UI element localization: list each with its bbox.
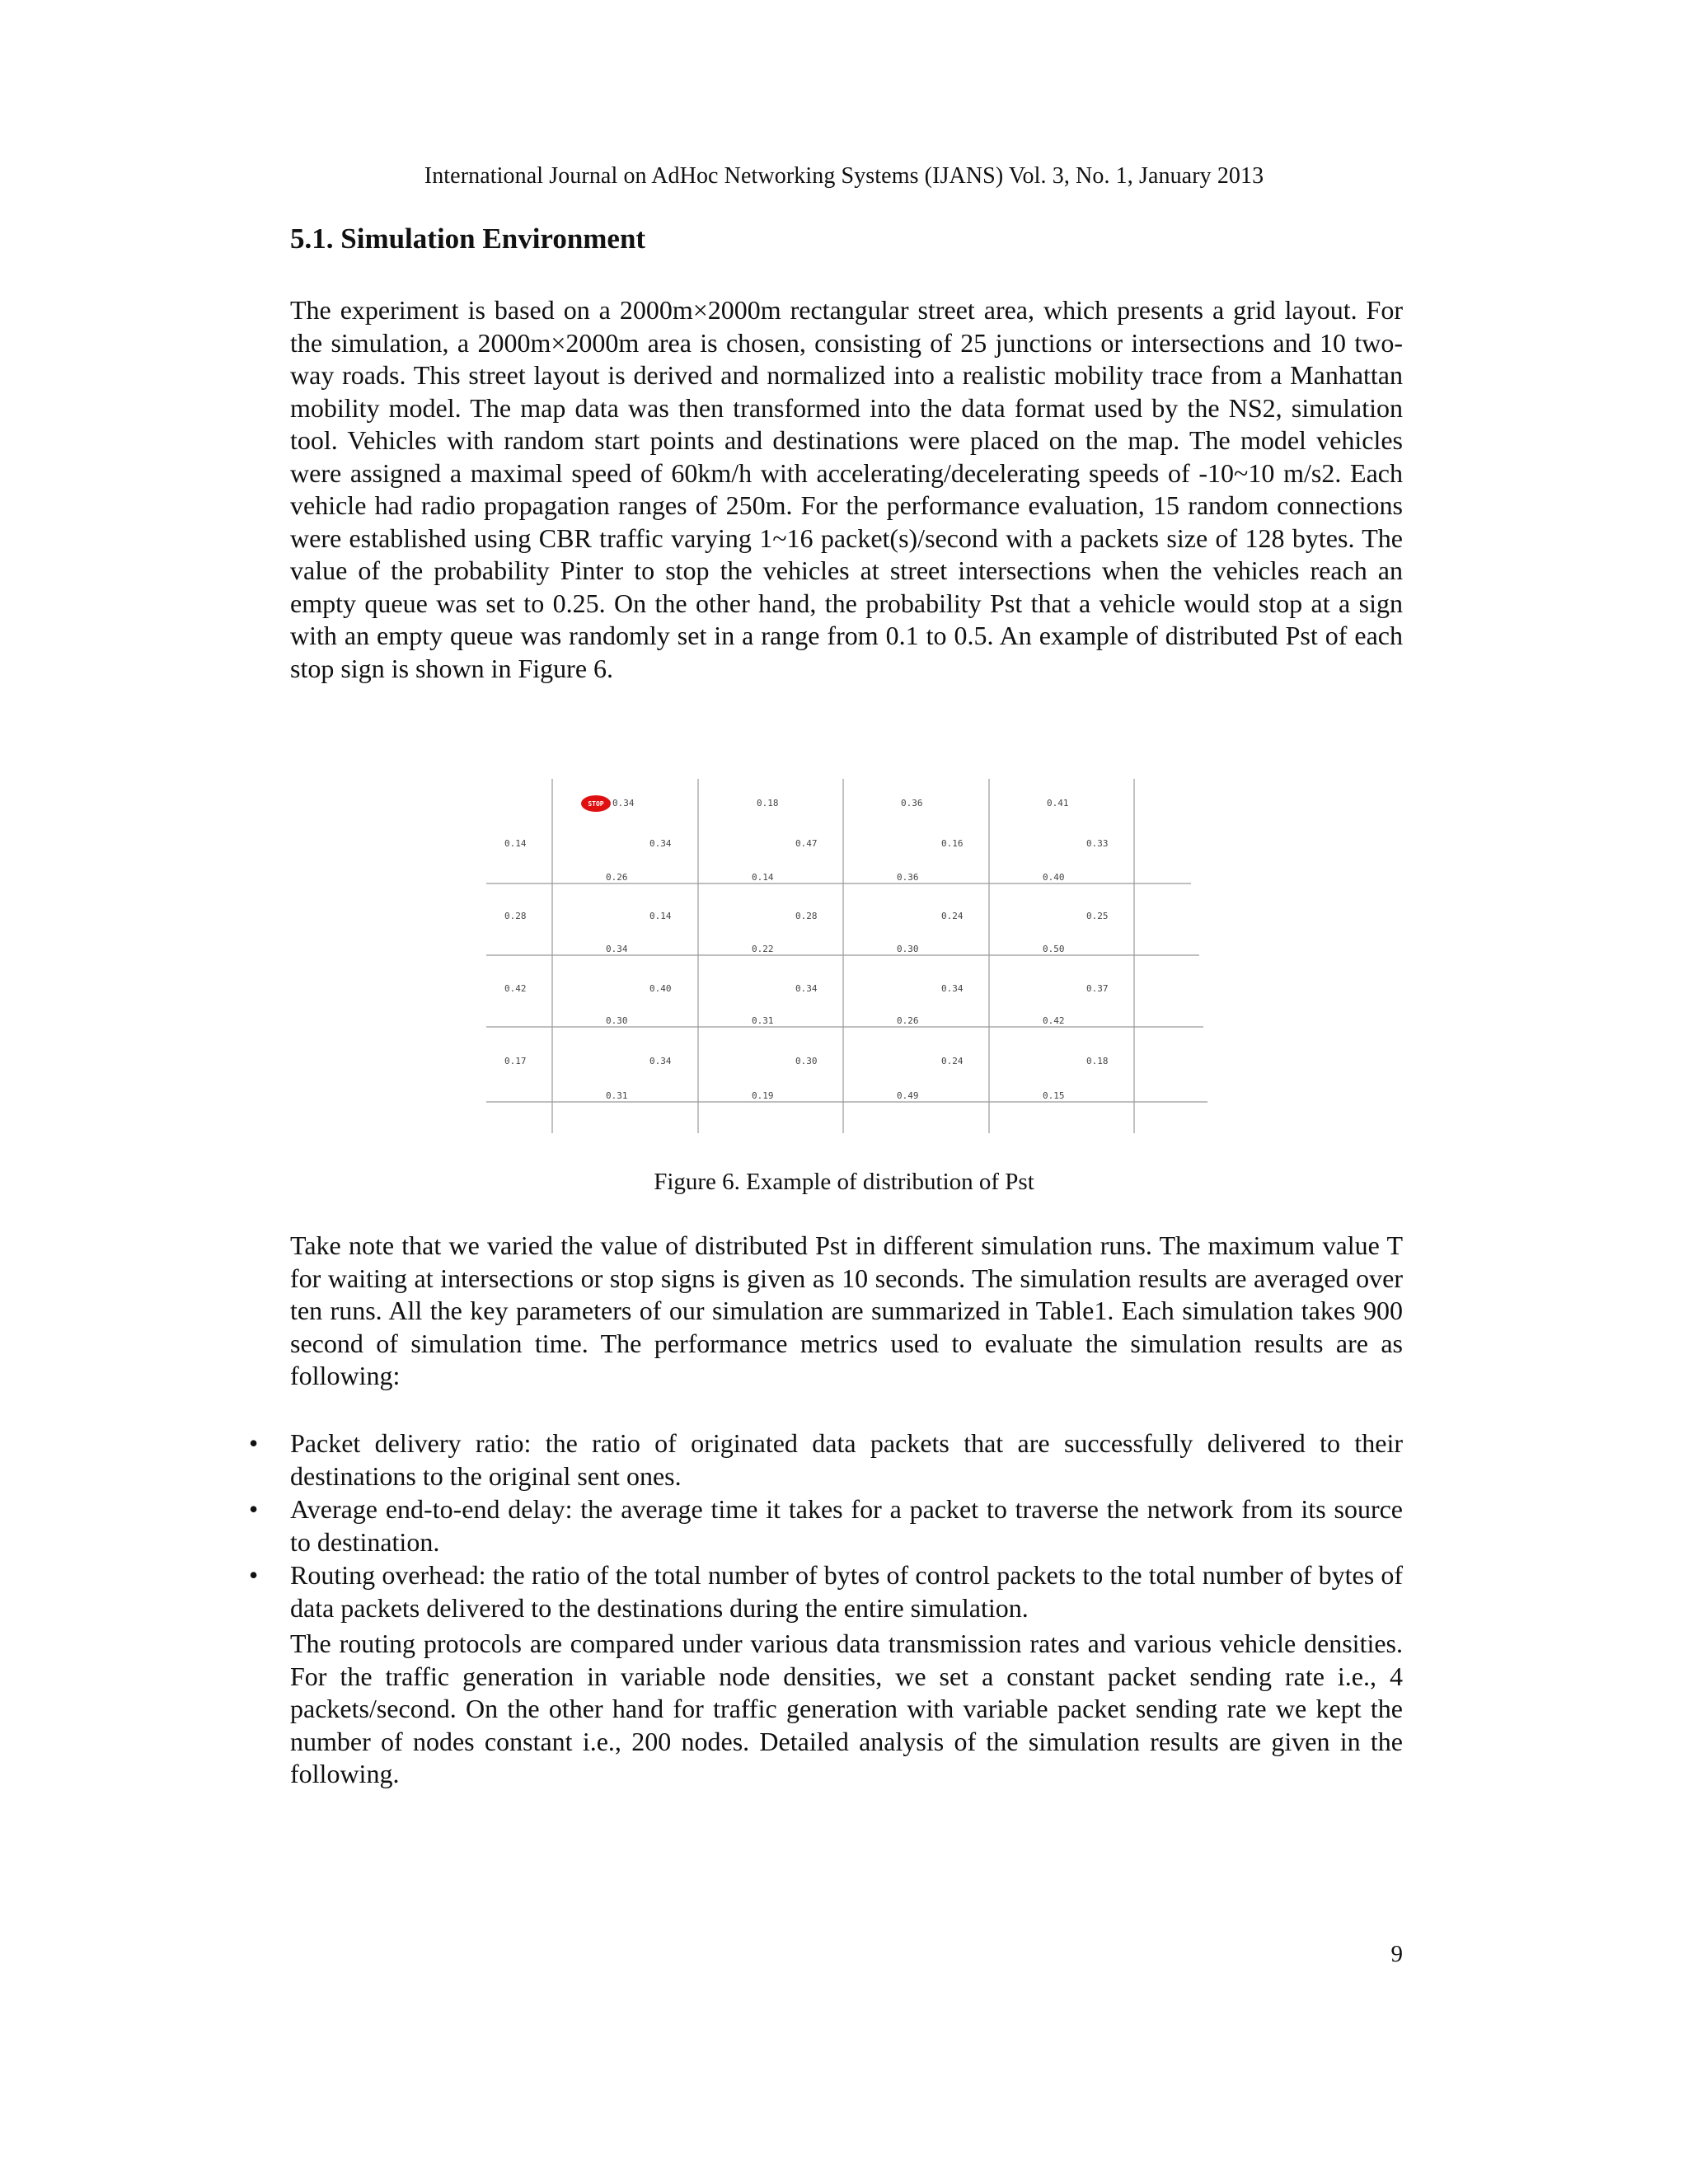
list-item <box>249 1559 1403 1624</box>
pst-label: 0.34 <box>795 983 818 994</box>
bullet-icon: • <box>249 1560 259 1590</box>
intro-paragraph: The experiment is based on a 2000m×2000m rectangular street area, which presents a grid layout. For the simulation, a 2000m×2000m area is chosen, consisting of 25 junctions or intersections and 10 two-way roads. This street layout is derived and normalized into a realistic mobility trace from a Manhattan mobility model. The map data was then transformed into the data format used by the NS2, simulation tool. Vehicles with random start points and destinations were placed on the map. The model vehicles were assigned a maximal speed of 60km/h with accelerating/decelerating speeds of -10~10 m/s2. Each vehicle had radio propagation ranges of 250m. For the performance evaluation, 15 random connections were established using CBR traffic varying 1~16 packet(s)/second with a packets size of 128 bytes. The value of the probability Pinter to stop the vehicles at street intersections when the vehicles reach an empty queue was set to 0.25. On the other hand, the probability Pst that a vehicle would stop at a sign with an empty queue was randomly set in a range from 0.1 to 0.5. An example of distributed Pst of each stop sign is shown in Figure 6. <box>290 295 1403 683</box>
pst-label: 0.26 <box>606 872 628 883</box>
pst-label: 0.42 <box>504 983 527 994</box>
pst-label: 0.14 <box>504 838 527 849</box>
list-item-text: Routing overhead: the ratio of the total number of bytes of control packets to the total number of bytes of data packets delivered to the destinations during the entire simulation. <box>290 1560 1403 1623</box>
pst-label: 0.41 <box>1047 798 1069 808</box>
pst-label: 0.30 <box>897 944 919 954</box>
page-number: 9 <box>1390 1941 1403 1967</box>
results-paragraph: Take note that we varied the value of distributed Pst in different simulation runs. The maximum value T for waiting at intersections or stop signs is given as 10 seconds. The simulation results are averaged over ten runs. All the key parameters of our simulation are summarized in Table1. Each simulation takes 900 second of simulation time. The performance metrics used to evaluate the simulation results are as following: <box>290 1230 1403 1390</box>
pst-label: 0.40 <box>649 983 672 994</box>
pst-label: 0.33 <box>1086 838 1109 849</box>
pst-label: 0.36 <box>901 798 923 808</box>
pst-label: 0.49 <box>897 1090 919 1101</box>
pst-label: 0.34 <box>941 983 964 994</box>
pst-label: 0.25 <box>1086 911 1109 921</box>
bullet-icon: • <box>249 1494 259 1524</box>
stop-sign-text: STOP <box>588 800 604 808</box>
pst-label: 0.34 <box>606 944 628 954</box>
running-header: International Journal on AdHoc Networking Systems (IJANS) Vol. 3, No. 1, January 2013 <box>424 163 1264 189</box>
pst-label: 0.31 <box>606 1090 628 1101</box>
list-item <box>249 1427 1403 1493</box>
pst-label: 0.18 <box>757 798 779 808</box>
pst-label: 0.30 <box>795 1056 818 1066</box>
pst-label: 0.24 <box>941 911 964 921</box>
pst-label: 0.14 <box>752 872 774 883</box>
pst-label: 0.34 <box>649 1056 672 1066</box>
pst-label: 0.14 <box>649 911 672 921</box>
pst-label: 0.30 <box>606 1015 628 1026</box>
pst-label: 0.37 <box>1086 983 1109 994</box>
pst-label: 0.34 <box>612 798 635 808</box>
bullet-icon: • <box>249 1428 259 1458</box>
pst-labels <box>504 798 1109 1101</box>
pst-label: 0.34 <box>649 838 672 849</box>
pst-label: 0.22 <box>752 944 774 954</box>
pst-label: 0.16 <box>941 838 964 849</box>
pst-label: 0.17 <box>504 1056 527 1066</box>
pst-label: 0.50 <box>1043 944 1065 954</box>
figure-pst-grid <box>486 779 1212 1133</box>
pst-label: 0.19 <box>752 1090 774 1101</box>
pst-label: 0.24 <box>941 1056 964 1066</box>
metrics-list <box>249 1427 1403 1625</box>
pst-label: 0.36 <box>897 872 919 883</box>
pst-label: 0.15 <box>1043 1090 1065 1101</box>
list-item-text: Average end-to-end delay: the average time it takes for a packet to traverse the network from its source to destination. <box>290 1494 1403 1557</box>
closing-paragraph: The routing protocols are compared under various data transmission rates and various vehicle densities. For the traffic generation in variable node densities, we set a constant packet sending rate i.e., 4 packets/second. On the other hand for traffic generation with variable packet sending rate we kept the number of nodes constant i.e., 200 nodes. Detailed analysis of the simulation results are given in the following. <box>290 1629 1403 1788</box>
pst-grid-map <box>486 779 1212 1133</box>
stop-sign <box>581 795 611 812</box>
pst-label: 0.26 <box>897 1015 919 1026</box>
list-item-text: Packet delivery ratio: the ratio of originated data packets that are successfully delivered to their destinations to the original sent ones. <box>290 1428 1403 1491</box>
section-heading: 5.1. Simulation Environment <box>290 223 646 255</box>
pst-label: 0.42 <box>1043 1015 1065 1026</box>
pst-label: 0.40 <box>1043 872 1065 883</box>
pst-label: 0.31 <box>752 1015 774 1026</box>
pst-label: 0.28 <box>504 911 527 921</box>
list-item <box>249 1493 1403 1558</box>
street-grid <box>486 779 1207 1133</box>
pst-label: 0.18 <box>1086 1056 1109 1066</box>
figure-caption: Figure 6. Example of distribution of Pst <box>654 1169 1034 1195</box>
pst-label: 0.28 <box>795 911 818 921</box>
pst-label: 0.47 <box>795 838 818 849</box>
